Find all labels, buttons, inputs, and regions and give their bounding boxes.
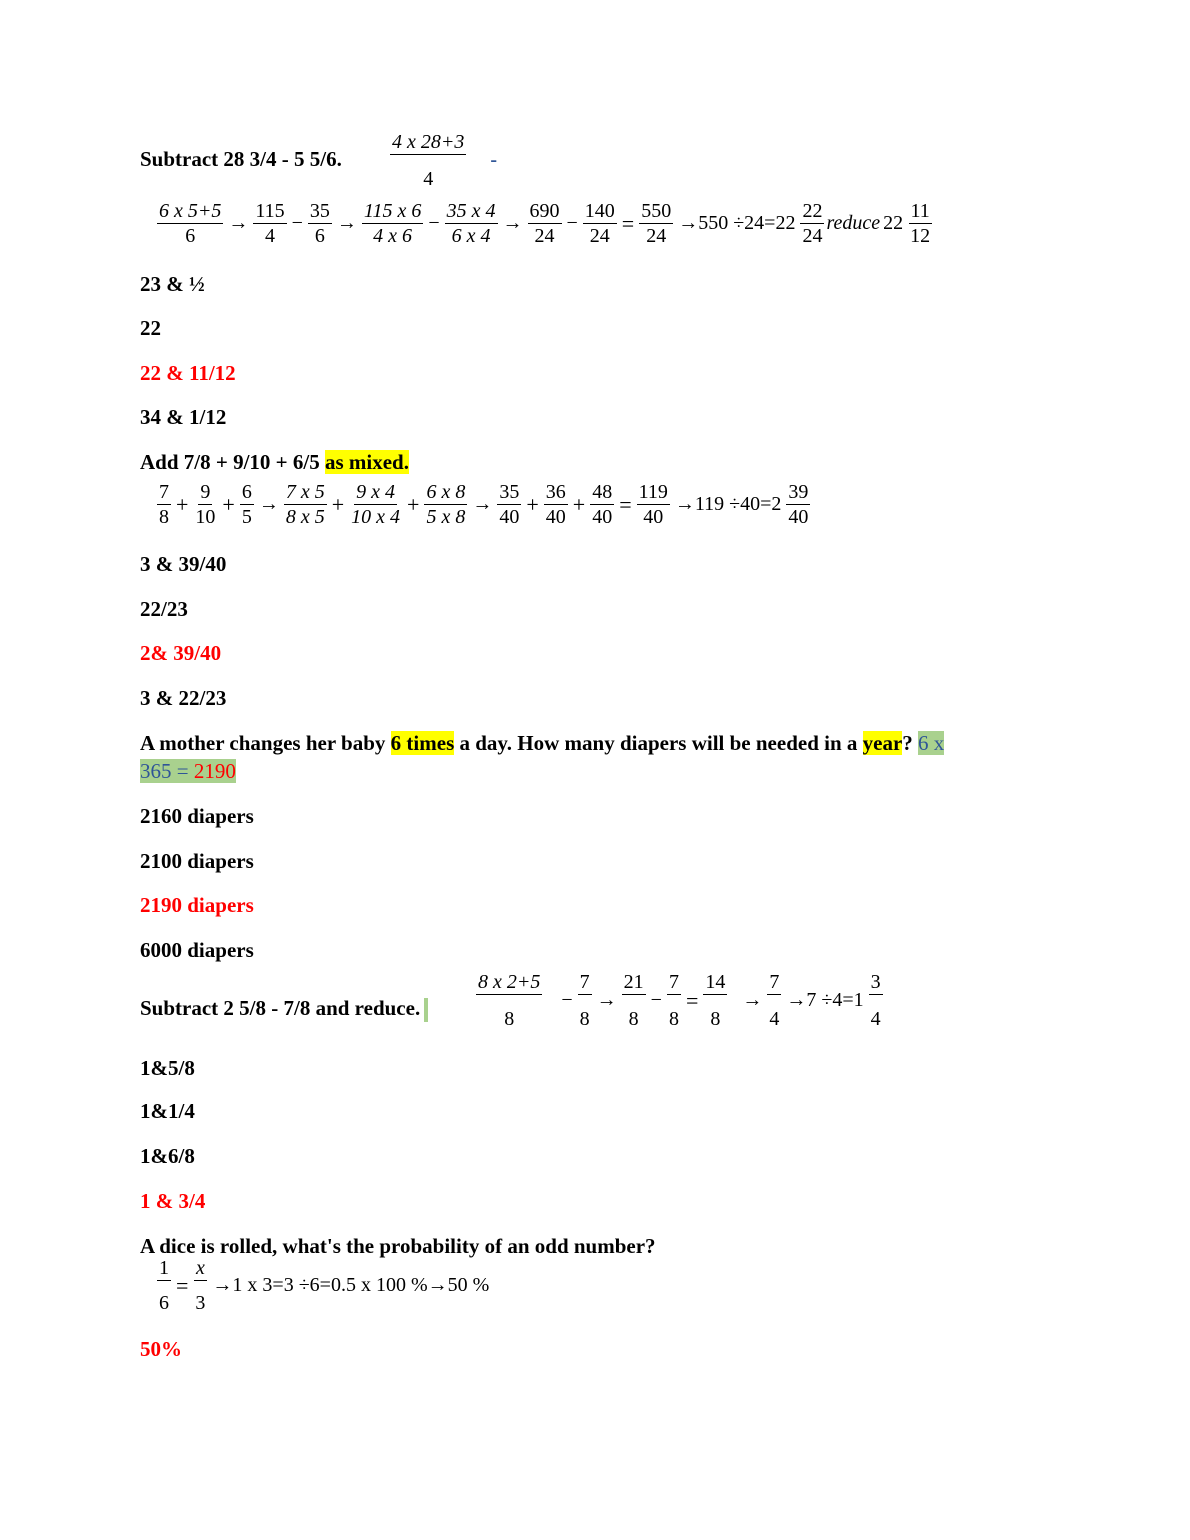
q4-frac-b1 xyxy=(622,970,646,1031)
q2-option-correct: 2& 39/40 xyxy=(140,641,222,665)
q5-answer: 50% xyxy=(140,1337,182,1361)
q4-a1d: 8 xyxy=(504,1008,515,1030)
q2-frac-a1 xyxy=(157,480,171,529)
q1-f7n: 140 xyxy=(584,200,615,222)
q2-a2d: 10 xyxy=(195,506,216,528)
q5-work-line xyxy=(155,1256,492,1315)
q4-a1n: 8 x 2+5 xyxy=(478,971,541,993)
q3-p3: ? xyxy=(902,731,919,755)
q1-frac-1 xyxy=(157,199,223,248)
q1-f10n: 11 xyxy=(910,200,930,222)
q1-frac-9 xyxy=(800,199,824,248)
q4-b2n: 7 xyxy=(668,971,679,993)
q2-frac-f xyxy=(786,480,810,529)
q4-prompt-text: Subtract 2 5/8 - 7/8 and reduce. xyxy=(140,996,421,1020)
q2-option: 3 & 22/23 xyxy=(140,686,227,710)
q1-frac-3 xyxy=(308,199,332,248)
q2-b3d: 5 x 8 xyxy=(426,506,466,528)
q3-p2: a day. How many diapers will be needed in a xyxy=(454,731,863,755)
q3-prompt xyxy=(140,729,944,757)
q2-frac-b3 xyxy=(424,480,467,529)
q1-frac-4 xyxy=(362,199,423,248)
q1-f3d: 6 xyxy=(314,225,325,247)
q2-c3n: 48 xyxy=(592,481,613,503)
q2-a2n: 9 xyxy=(200,481,211,503)
q2-b1n: 7 x 5 xyxy=(285,481,325,503)
q1-f6d: 24 xyxy=(534,225,555,247)
q2-c1d: 40 xyxy=(499,506,520,528)
q1-option: 34 & 1/12 xyxy=(140,405,227,429)
q4-d1d: 4 xyxy=(769,1008,780,1030)
q2-rd: 40 xyxy=(643,506,664,528)
q1-f2d: 4 xyxy=(265,225,275,247)
q4-highlight-marker xyxy=(424,998,428,1022)
q1-top-fraction xyxy=(390,130,466,191)
q5-a2d: 3 xyxy=(195,1292,206,1314)
q4-prompt xyxy=(140,994,428,1022)
q2-a1n: 7 xyxy=(159,481,169,503)
q4-b2d: 8 xyxy=(668,1008,679,1030)
q2-b3n: 6 x 8 xyxy=(426,481,466,503)
q3-p1: A mother changes her baby xyxy=(140,731,391,755)
q2-rn: 119 xyxy=(638,481,668,503)
q4-d1n: 7 xyxy=(769,971,780,993)
q4-option-correct: 1 & 3/4 xyxy=(140,1189,206,1213)
q3-option: 6000 diapers xyxy=(140,938,254,962)
q1-f9d: 24 xyxy=(802,225,823,247)
q2-c2d: 40 xyxy=(545,506,566,528)
q2-frac-c2 xyxy=(544,480,568,529)
q1-f1n: 6 x 5+5 xyxy=(159,200,222,222)
q1-frac-7 xyxy=(583,199,617,248)
q4-mid: →7 ÷4=1 xyxy=(786,989,864,1011)
q1-f4d: 4 x 6 xyxy=(373,225,413,247)
q2-fd: 40 xyxy=(788,506,809,528)
q2-a3n: 6 xyxy=(241,481,252,503)
q3-highlight-2: year xyxy=(862,731,903,755)
q1-option: 22 xyxy=(140,316,161,340)
q2-mid: →119 ÷40=2 xyxy=(674,493,782,515)
q3-option-correct: 2190 diapers xyxy=(140,893,254,917)
q4-fn: 3 xyxy=(870,971,881,993)
q4-frac-a1 xyxy=(476,970,542,1031)
q3-calc-2: 365 = xyxy=(140,759,194,783)
q3-option: 2100 diapers xyxy=(140,849,254,873)
q1-top-dash: - xyxy=(490,149,498,171)
q2-frac-r xyxy=(637,480,670,529)
q5-a1n: 1 xyxy=(159,1257,169,1279)
q1-f7d: 24 xyxy=(589,225,610,247)
q1-f1d: 6 xyxy=(185,225,196,247)
q3-calc-answer: 2190 xyxy=(193,759,236,783)
q1-top-den: 4 xyxy=(423,168,434,190)
q5-a1d: 6 xyxy=(159,1292,169,1314)
q1-f10d: 12 xyxy=(910,225,931,247)
q4-b1d: 8 xyxy=(628,1008,639,1030)
q1-frac-8 xyxy=(639,199,673,248)
q2-fn: 39 xyxy=(788,481,809,503)
q2-frac-a2 xyxy=(193,480,217,529)
q1-prompt: Subtract 28 3/4 - 5 5/6. xyxy=(140,147,342,171)
q5-eq: = xyxy=(176,1272,189,1298)
q4-a2n: 7 xyxy=(579,971,590,993)
q2-frac-b2 xyxy=(349,480,402,529)
q4-frac-c1 xyxy=(703,970,727,1031)
q4-option: 1&1/4 xyxy=(140,1099,195,1123)
q1-frac-6 xyxy=(528,199,562,248)
q1-top-num: 4 x 28+3 xyxy=(392,131,465,153)
q4-fd: 4 xyxy=(870,1008,881,1030)
q4-frac-f xyxy=(869,970,883,1031)
q4-option: 1&5/8 xyxy=(140,1056,195,1080)
q4-option: 1&6/8 xyxy=(140,1144,195,1168)
q1-whole: 22 xyxy=(883,212,904,234)
q4-b1n: 21 xyxy=(623,971,644,993)
q1-f3n: 35 xyxy=(309,200,330,222)
q1-frac-5 xyxy=(445,199,498,248)
q2-prompt xyxy=(140,448,409,476)
q1-f4n: 115 x 6 xyxy=(363,200,422,222)
q3-option: 2160 diapers xyxy=(140,804,254,828)
q2-a3d: 5 xyxy=(241,506,252,528)
q3-calc-1: 6 x xyxy=(918,731,945,755)
q1-work-line: $\frac{6 x 5+5}{6}$ → $\frac{115}{4}$ − $\frac{35}{6}$ → $\frac{115 x 6}{4 x 6}$ − $\frac{35 x 4}{6 x 4}$ → $\frac{690}{24}$ − $\frac{140}{24}$ = $\frac{550}{24}$ →550 ÷24=22 $\frac{22}{24}$ reduce 22 $\frac{11}{12}$ xyxy=(159,200,931,247)
q2-frac-c3 xyxy=(590,480,614,529)
q5-prompt: A dice is rolled, what's the probability of an odd number? xyxy=(140,1234,656,1258)
q1-option-correct: 22 & 11/12 xyxy=(140,361,236,385)
q1-option: 23 & ½ xyxy=(140,272,205,296)
q1-f8d: 24 xyxy=(646,225,667,247)
q2-frac-a3 xyxy=(240,480,254,529)
q2-b2d: 10 x 4 xyxy=(351,506,401,528)
q1-f5d: 6 x 4 xyxy=(451,225,491,247)
q2-b1d: 8 x 5 xyxy=(285,506,325,528)
q2-c1n: 35 xyxy=(499,481,520,503)
q2-option: 3 & 39/40 xyxy=(140,552,227,576)
q2-frac-c1 xyxy=(497,480,521,529)
q5-a2n: x xyxy=(195,1257,205,1279)
q4-frac-b2 xyxy=(667,970,681,1031)
q4-work-line: $\frac{8 x 2+5}{8}$ − $\frac{7}{8}$ → $\frac{21}{8}$ − $\frac{7}{8}$ = $\frac{14}{8}$ → $\frac{7}{4}$ →7 ÷4=1 $\frac{3}{4}$ xyxy=(478,971,881,1030)
q3-highlight-1: 6 times xyxy=(390,731,455,755)
q1-work-top xyxy=(388,130,497,191)
q1-frac-2 xyxy=(253,199,286,248)
q4-a2d: 8 xyxy=(579,1008,590,1030)
q2-b2n: 9 x 4 xyxy=(356,481,396,503)
q1-f6n: 690 xyxy=(529,200,560,222)
q2-work-line: $\frac{7}{8}$ + $\frac{9}{10}$ + $\frac{6}{5}$ → $\frac{7 x 5}{8 x 5}$ + $\frac{9 x 4}{10 x 4}$ + $\frac{6 x 8}{5 x 8}$ → $\frac{35}{40}$ + $\frac{36}{40}$ + $\frac{48}{40}$ = $\frac{119}{40}$ →119 ÷40=2 $\frac{39}{40}$ xyxy=(159,481,809,528)
q5-rest: →1 x 3=3 ÷6=0.5 x 100 %→50 % xyxy=(212,1274,490,1296)
q2-option: 22/23 xyxy=(140,597,188,621)
q1-f8n: 550 xyxy=(641,200,672,222)
q5-frac-a2 xyxy=(193,1256,207,1315)
q1-frac-10 xyxy=(908,199,932,248)
q1-f5n: 35 x 4 xyxy=(446,200,496,222)
q2-c3d: 40 xyxy=(592,506,613,528)
q4-c1d: 8 xyxy=(710,1008,721,1030)
q2-frac-b1 xyxy=(284,480,327,529)
q1-reduce: reduce xyxy=(826,212,881,234)
q4-frac-d1 xyxy=(767,970,781,1031)
q4-c1n: 14 xyxy=(705,971,726,993)
q2-prompt-text: Add 7/8 + 9/10 + 6/5 xyxy=(140,450,325,474)
q2-a1d: 8 xyxy=(159,506,169,528)
q1-mid: →550 ÷24=22 xyxy=(678,212,796,234)
q2-highlight: as mixed. xyxy=(324,450,409,474)
q3-calc-line xyxy=(140,757,236,785)
q1-f2n: 115 xyxy=(255,200,285,222)
q1-f9n: 22 xyxy=(802,200,823,222)
q2-c2n: 36 xyxy=(545,481,566,503)
q5-frac-a1 xyxy=(157,1256,171,1315)
q4-frac-a2 xyxy=(578,970,592,1031)
